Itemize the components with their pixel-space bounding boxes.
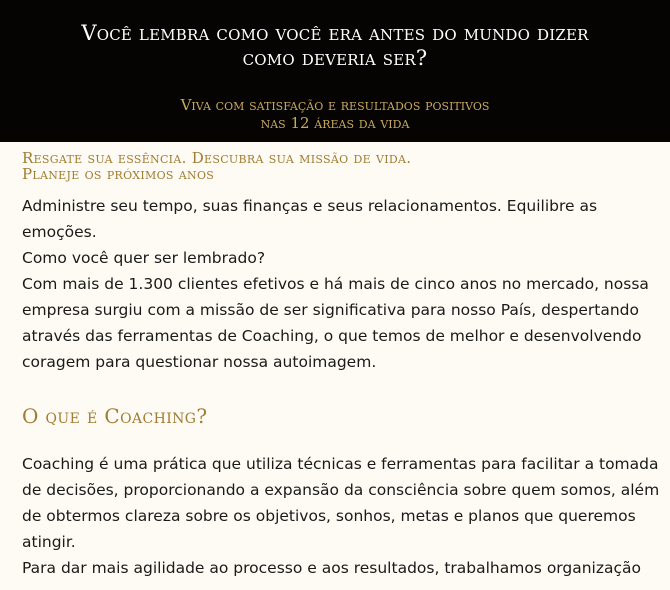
section-1-paragraph: Com mais de 1.300 clientes efetivos e há mais de cinco anos no mercado, nossa empresa surgiu com a missão de ser significativa para nosso País, despertando através das ferramentas de Coaching, o que temos de melhor e desenvolvendo coragem para questionar nossa autoimagem.	[22, 275, 649, 371]
section-1-body	[22, 193, 662, 375]
hero-title-line-2: como deveria ser?	[242, 46, 428, 70]
section-1-heading-line-1: Resgate sua essência. Descubra sua missão de vida.	[22, 149, 412, 167]
hero-title-line-1: Você lembra como você era antes do mundo dizer	[81, 21, 589, 45]
section-1-heading	[22, 150, 662, 182]
hero-subtitle-line-2: nas 12 áreas da vida	[260, 114, 410, 132]
section-1-paragraph: Como você quer ser lembrado?	[22, 249, 266, 267]
section-1-heading-line-2: Planeje os próximos anos	[22, 165, 215, 183]
hero-title	[0, 21, 670, 71]
hero-banner	[0, 0, 670, 142]
section-2-heading: O que é Coaching?	[22, 404, 208, 428]
main-content	[22, 150, 662, 581]
hero-subtitle	[0, 96, 670, 132]
section-2-body	[22, 451, 662, 581]
section-1-paragraph: Administre seu tempo, suas finanças e seus relacionamentos. Equilibre as emoções.	[22, 197, 598, 241]
section-2-paragraph: Para dar mais agilidade ao processo e aos resultados, trabalhamos organização	[22, 559, 642, 577]
hero-subtitle-line-1: Viva com satisfação e resultados positivos	[180, 96, 490, 114]
section-2-paragraph: Coaching é uma prática que utiliza técnicas e ferramentas para facilitar a tomada de decisões, proporcionando a expansão da consciência sobre quem somos, além de obtermos clareza sobre os objetivos, sonhos, metas e planos que queremos atingir.	[22, 455, 660, 551]
